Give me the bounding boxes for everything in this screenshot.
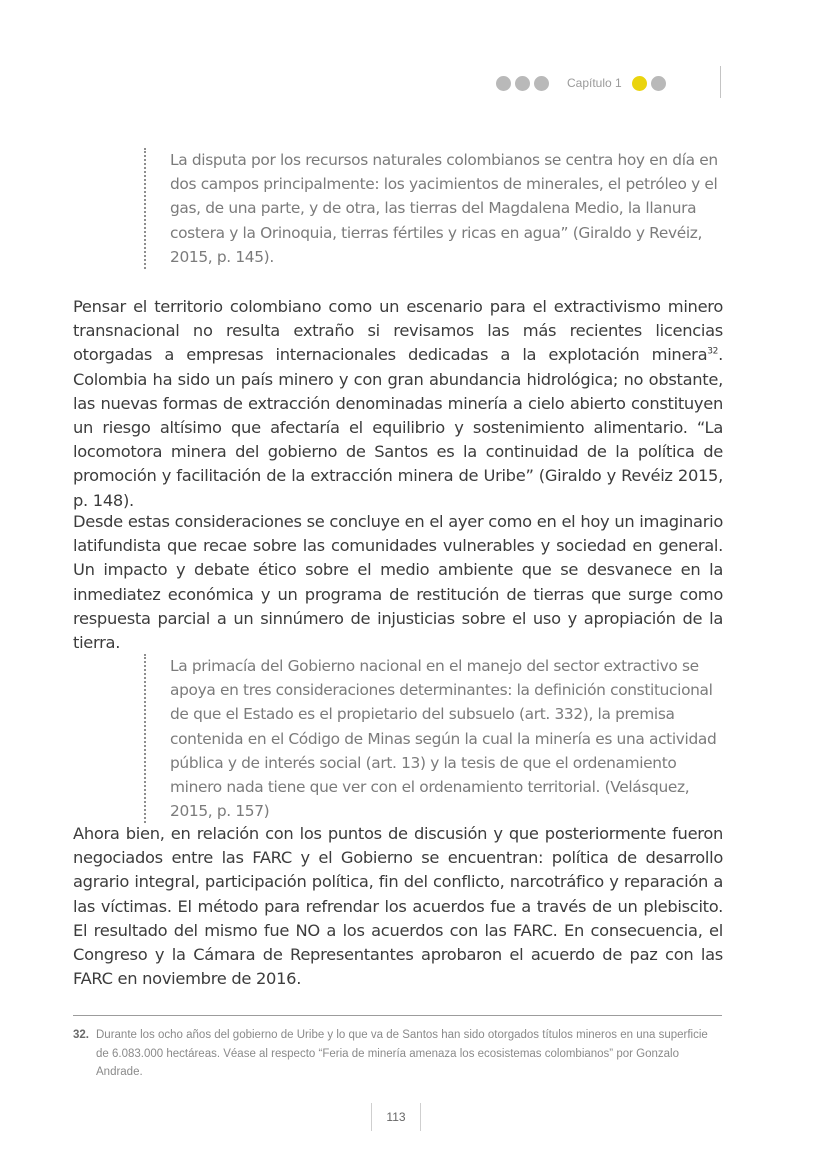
paragraph-text: . Colombia ha sido un país minero y con gran abundancia hidrológica; no obstante, las nuevas formas de extracción denominadas minería a cielo abierto constituyen un riesgo altísimo que afectaría el equilibrio y sostenimiento alimentario. “La locomotora minera del gobierno de Santos es la continuidad de la política de promoción y facilitación de la extracción minera de Uribe” (Giraldo y Revéiz 2015, p. 148). <box>73 345 723 510</box>
block-quote-2 <box>144 654 722 823</box>
block-quote-1 <box>144 148 722 269</box>
footnote-reference[interactable]: 32 <box>707 346 719 357</box>
chapter-indicator-dot-icon <box>632 76 647 91</box>
header-divider <box>720 66 721 98</box>
decorative-dot-icon <box>496 76 511 91</box>
chapter-label: Capítulo 1 <box>567 76 622 90</box>
paragraph-text: Ahora bien, en relación con los puntos de discusión y que posteriormente fueron negociados entre las FARC y el Gobierno se encuentran: política de desarrollo agrario integral, participación política, fin del conflicto, narcotráfico y reparación a las víctimas. El método para refrendar los acuerdos fue a través de un plebiscito. El resultado del mismo fue NO a los acuerdos con las FARC. En consecuencia, el Congreso y la Cámara de Representantes aprobaron el acuerdo de paz con las FARC en noviembre de 2016. <box>73 824 723 989</box>
paragraph-2 <box>73 510 723 655</box>
quote-text: La primacía del Gobierno nacional en el manejo del sector extractivo se apoya en tres consideraciones determinantes: la definición constitucional de que el Estado es el propietario del subsuelo (art. 332), la premisa contenida en el Código de Minas según la cual la minería es una actividad pública y de interés social (art. 13) y la tesis de que el ordenamiento minero nada tiene que ver con el ordenamiento territorial. (Velásquez, 2015, p. 157) <box>170 657 717 821</box>
footnote-text: Durante los ocho años del gobierno de Uribe y lo que va de Santos han sido otorgados títulos mineros en una superficie de 6.083.000 hectáreas. Véase al respecto “Feria de minería amenaza los ecosistemas colombianos” por Gonzalo Andrade. <box>96 1029 708 1078</box>
footnote <box>73 1026 723 1082</box>
paragraph-3 <box>73 822 723 991</box>
decorative-dot-icon <box>651 76 666 91</box>
paragraph-1 <box>73 295 723 513</box>
quote-text: La disputa por los recursos naturales colombianos se centra hoy en día en dos campos principalmente: los yacimientos de minerales, el petróleo y el gas, de una parte, y de otra, las tierras del Magdalena Medio, la llanura costera y la Orinoquia, tierras fértiles y ricas en agua” (Giraldo y Revéiz, 2015, p. 145). <box>170 151 718 266</box>
decorative-dot-icon <box>534 76 549 91</box>
chapter-header <box>496 72 670 94</box>
footnote-divider <box>73 1015 722 1016</box>
paragraph-text: Desde estas consideraciones se concluye en el ayer como en el hoy un imaginario latifundista que recae sobre las comunidades vulnerables y sociedad en general. Un impacto y debate ético sobre el medio ambiente que se desvanece en la inmediatez económica y un programa de restitución de tierras que surge como respuesta parcial a un sinnúmero de injusticias sobre el uso y apropiación de la tierra. <box>73 512 723 653</box>
footnote-number: 32. <box>73 1029 89 1041</box>
decorative-dot-icon <box>515 76 530 91</box>
paragraph-text: Pensar el territorio colombiano como un escenario para el extractivismo minero transnacional no resulta extraño si revisamos las más recientes licencias otorgadas a empresas internacionales dedicadas a la explotación minera <box>73 297 723 365</box>
page-number: 113 <box>371 1103 421 1131</box>
